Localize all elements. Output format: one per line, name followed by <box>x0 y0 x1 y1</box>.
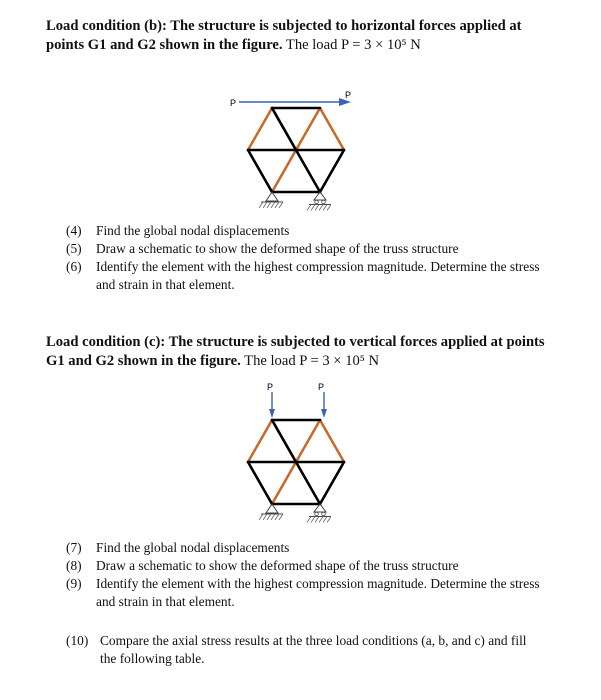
section-c-label: Load condition (c): <box>46 334 166 350</box>
roller-support-right <box>307 504 331 523</box>
section-b-load: The load P = 3 × 10⁵ N <box>282 37 421 53</box>
load-label-left: P <box>230 98 237 108</box>
pin-support-left <box>259 504 283 520</box>
roller-support-right <box>307 192 331 211</box>
section-c-load: The load P = 3 × 10⁵ N <box>240 353 380 369</box>
question-4: (4) Find the global nodal displacements <box>66 223 290 238</box>
question-10: (10) Compare the axial stress results at the three load conditions (a, b, and c) and fill the following table. <box>66 633 527 666</box>
pin-support-left <box>259 192 283 208</box>
section-b-question-list <box>66 222 546 294</box>
load-label-left: P <box>267 382 274 392</box>
question-7: (7) Find the global nodal displacements <box>66 540 290 555</box>
question-5: (5) Draw a schematic to show the deformed shape of the truss structure <box>66 241 459 256</box>
load-label-right: P <box>345 90 352 100</box>
truss-frame-members <box>248 108 344 192</box>
load-arrow-vertical-right <box>321 392 327 418</box>
section-b-heading <box>46 17 556 55</box>
load-label-right: P <box>318 382 325 392</box>
question-6: (6) Identify the element with the highest compression magnitude. Determine the stress and strain in that element. <box>66 259 540 292</box>
truss-figure-b <box>215 84 375 219</box>
truss-figure-c <box>215 380 375 535</box>
truss-frame-members <box>248 420 344 504</box>
section-b-description: The structure is subjected to horizontal forces applied at points G1 and G2 shown in the figure. <box>46 18 522 53</box>
section-c-description: The structure is subjected to vertical forces applied at points G1 and G2 shown in the figure. <box>46 334 545 369</box>
load-arrow-horizontal <box>239 98 351 106</box>
section-c-question-list <box>66 539 546 611</box>
load-arrow-vertical-left <box>269 392 275 418</box>
question-9: (9) Identify the element with the highest compression magnitude. Determine the stress and strain in that element. <box>66 576 540 609</box>
question-8: (8) Draw a schematic to show the deformed shape of the truss structure <box>66 558 459 573</box>
section-b-label: Load condition (b): <box>46 18 167 34</box>
final-question-list <box>66 632 546 668</box>
section-c-heading <box>46 333 556 371</box>
